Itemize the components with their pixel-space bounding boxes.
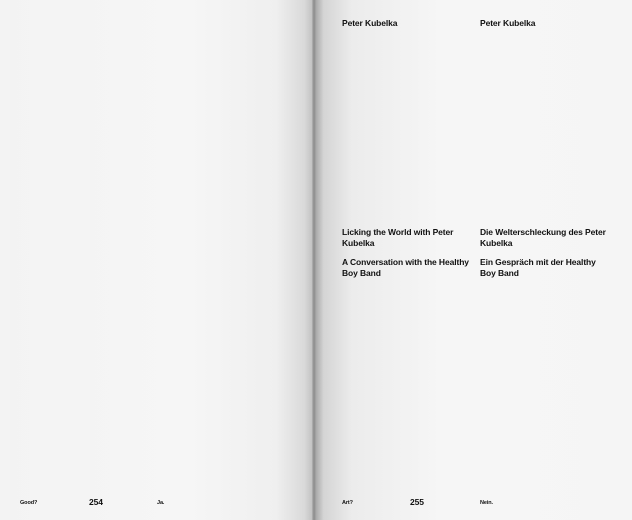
article-subtitle-english: A Conversation with the Healthy Boy Band: [342, 257, 469, 278]
article-subtitle-german: Ein Gespräch mit der Healthy Boy Band: [480, 257, 596, 278]
right-footer-question: Art?: [342, 500, 353, 506]
book-gutter: [312, 0, 316, 520]
right-page-number: 255: [410, 497, 424, 507]
running-head-german: Peter Kubelka: [480, 18, 536, 28]
article-title-english: Licking the World with Peter Kubelka: [342, 227, 454, 248]
right-footer-answer: Nein.: [480, 500, 493, 506]
left-footer-question: Good?: [20, 500, 38, 506]
left-footer-answer: Ja.: [157, 500, 165, 506]
article-title-german: Die Welterschleckung des Peter Kubelka: [480, 227, 606, 248]
left-page-number: 254: [89, 497, 103, 507]
left-page: [0, 0, 314, 520]
right-page: [314, 0, 632, 520]
running-head-english: Peter Kubelka: [342, 18, 398, 28]
